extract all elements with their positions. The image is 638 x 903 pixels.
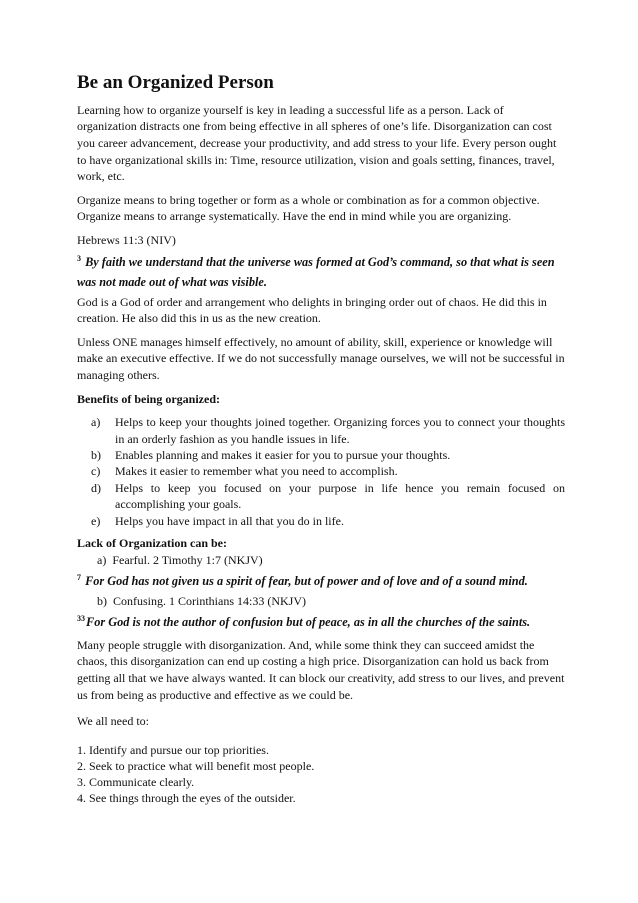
list-item: [91, 463, 565, 479]
list-item-text: Enables planning and makes it easier for you to pursue your thoughts.: [115, 448, 451, 463]
list-marker: a): [91, 415, 101, 430]
list-item: [91, 447, 565, 463]
verse-number: 7: [77, 572, 81, 582]
list-marker: b): [97, 593, 107, 608]
verse-text: For God has not given us a spirit of fear, but of power and of love and of a sound mind.: [85, 573, 528, 588]
list-item-text: Confusing. 1 Corinthians 14:33 (NKJV): [113, 593, 306, 608]
needs-list: [77, 742, 565, 807]
lack-item-confusing: [97, 593, 565, 609]
list-marker: b): [91, 448, 101, 463]
verse-number: 3: [77, 253, 81, 263]
needs-intro: We all need to:: [77, 714, 150, 729]
list-item: [91, 513, 565, 529]
list-item: [91, 414, 565, 447]
list-marker: e): [91, 513, 101, 528]
intro-paragraph: Learning how to organize yourself is key in leading a successful life as a person. Lack of organization distracts one from being effective in all spheres of one’s life. Disorganization can cost you career advancement, decrease your productivity, and add stress to your life. Every person ought to have organizational skills in: Time, resource utilization, vision and goals setting, finances, travel, work, etc.: [77, 102, 557, 184]
scripture-verse: [77, 609, 565, 632]
list-item: [91, 480, 565, 513]
benefits-heading: Benefits of being organized:: [77, 391, 220, 406]
list-marker: c): [91, 464, 101, 479]
list-item-text: Helps to keep your thoughts joined together. Organizing forces you to connect your thoughts in an orderly fashion as you handle issues in life.: [115, 415, 565, 446]
god-order-paragraph: God is a God of order and arrangement who delights in bringing order out of chaos. He did this in creation. He also did this in us as the new creation.: [77, 294, 547, 326]
list-item-text: Fearful. 2 Timothy 1:7 (NKJV): [112, 552, 263, 567]
list-item: 4. See things through the eyes of the outsider.: [77, 791, 296, 806]
list-item-text: Helps you have impact in all that you do in life.: [115, 513, 344, 528]
struggle-paragraph: Many people struggle with disorganization. And, while some think they can succeed amidst the chaos, this disorganization can end up costing a high price. Disorganization can hold us back from getting all that we have always wanted. It can block our creativity, add stress to our lives, and prevent us from being as productive and effective as we could be.: [77, 637, 565, 702]
scripture-verse: [77, 568, 565, 591]
verse-text: By faith we understand that the universe was formed at God’s command, so that what is seen was not made out of what was visible.: [77, 254, 555, 289]
list-item-text: Makes it easier to remember what you need to accomplish.: [115, 464, 398, 479]
scripture-verse: [77, 249, 565, 292]
self-management-paragraph: Unless ONE manages himself effectively, no amount of ability, skill, experience or knowledge will make an executive effective. If we do not successfully manage ourselves, we will not be successful in managing others.: [77, 334, 565, 383]
organize-definition: Organize means to bring together or form as a whole or combination as for a common objective. Organize means to arrange systematically. Have the end in mind while you are organizing.: [77, 192, 540, 224]
verse-number: 33: [77, 613, 85, 623]
scripture-reference: Hebrews 11:3 (NIV): [77, 233, 176, 247]
list-marker: d): [91, 480, 101, 495]
list-marker: a): [97, 552, 107, 567]
document-body: [77, 72, 565, 807]
list-item: 1. Identify and pursue our top priorities.: [77, 742, 269, 757]
list-item-text: Helps to keep you focused on your purpose in life hence you remain focused on accomplishing your goals.: [115, 480, 565, 512]
list-item: 2. Seek to practice what will benefit most people.: [77, 759, 315, 774]
verse-text: For God is not the author of confusion but of peace, as in all the churches of the saints.: [86, 614, 531, 629]
benefits-list: [77, 414, 565, 529]
page-title: Be an Organized Person: [77, 72, 274, 93]
list-item: 3. Communicate clearly.: [77, 775, 195, 790]
lack-item-fearful: [97, 552, 565, 568]
lack-heading: Lack of Organization can be:: [77, 536, 227, 551]
